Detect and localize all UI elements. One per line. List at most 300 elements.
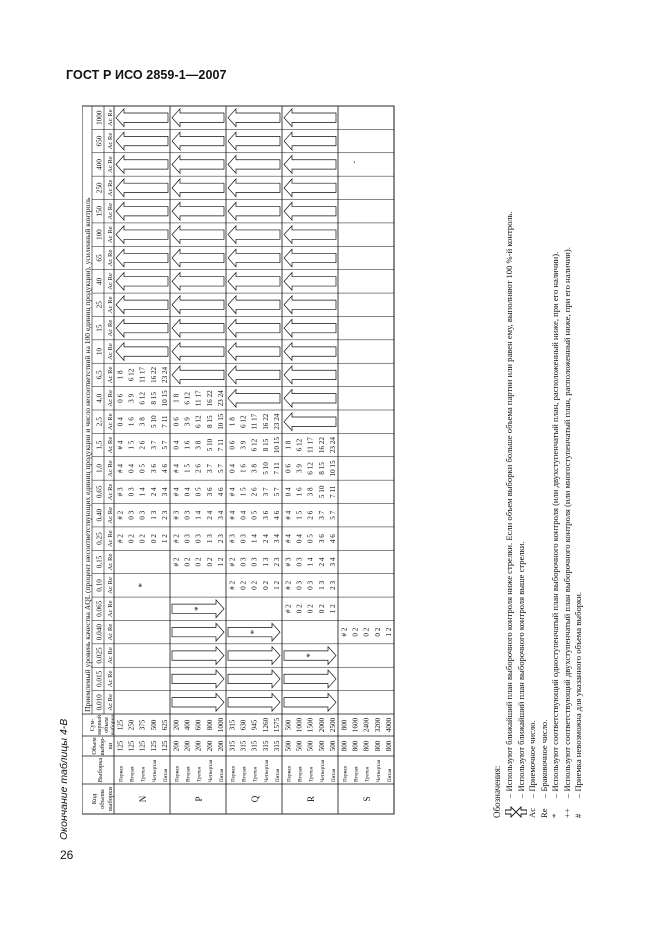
size-code: Q	[250, 795, 260, 803]
ac-re-label: Ac Re	[107, 389, 114, 407]
ac-re-value: 16 22	[261, 413, 270, 430]
arrow-up-icon	[228, 179, 280, 197]
aql-value: 2,5	[95, 417, 104, 427]
aql-value: 0,25	[95, 532, 104, 545]
ac-re-value: 0 3	[138, 510, 147, 520]
stage-name: Вторая	[185, 766, 192, 782]
arrow-up-icon	[172, 109, 224, 127]
cumulative-size: 125	[116, 719, 125, 731]
ac-re-value: 8 15	[317, 462, 326, 475]
ac-re-value: 0 6	[116, 393, 125, 403]
ac-re-value: 6 12	[250, 438, 259, 452]
arrow-down-icon	[284, 670, 336, 688]
ac-re-value: 2 6	[306, 510, 315, 520]
ac-re-value: 5 7	[273, 487, 282, 497]
legend-item	[573, 98, 584, 818]
ac-re-label: Ac Re	[107, 647, 114, 664]
cumulative-size: 630	[239, 719, 248, 731]
ac-re-value: 0 4	[295, 534, 304, 544]
ac-re-value: 1 4	[194, 510, 203, 520]
ac-re-value: 5 10	[205, 438, 214, 452]
arrow-up-icon	[172, 249, 224, 267]
aql-value: 10	[95, 347, 104, 356]
ac-re-value: 0 5	[306, 534, 315, 544]
arrow-up-icon	[172, 343, 224, 361]
cumulative-size: 625	[161, 719, 170, 731]
star-marker: *	[137, 583, 147, 588]
ac-re-value: # 3	[228, 534, 237, 544]
sample-size: 315	[261, 740, 270, 752]
cumulative-size: 2500	[329, 717, 338, 733]
ac-re-label: Ac Re	[107, 296, 114, 314]
ac-re-value: 1 8	[284, 440, 293, 450]
ac-re-value: 0 4	[116, 417, 125, 427]
arrow-down-icon	[172, 647, 224, 665]
ac-re-label: Ac Re	[107, 436, 114, 454]
ac-re-label: Ac Re	[107, 623, 114, 641]
ac-re-value: # 2	[228, 557, 237, 567]
ac-re-value: 11 17	[194, 390, 203, 407]
aql-value: 0,65	[95, 485, 104, 499]
arrow-up-icon	[116, 272, 168, 290]
ac-re-label: Ac Re	[107, 600, 114, 618]
cumulative-size: 3200	[373, 717, 382, 733]
ac-re-value: 0 6	[228, 440, 237, 450]
cumulative-size: 1260	[261, 717, 270, 733]
ac-re-value: 3 6	[205, 487, 214, 497]
arrow-up-icon	[172, 156, 224, 174]
stage-name: Четвертая	[263, 759, 270, 782]
arrow-down-icon	[172, 670, 224, 688]
legend-symbol: Re	[538, 808, 549, 818]
ac-re-value: 0 2	[317, 604, 326, 614]
sample-size: 315	[239, 740, 248, 752]
ac-re-value: 0 3	[295, 580, 304, 590]
aql-value: 25	[95, 301, 104, 309]
ac-re-value: 1 3	[149, 510, 158, 520]
ac-re-value: 0 4	[183, 487, 192, 497]
ac-re-value: 0 2	[362, 627, 371, 637]
arrow-up-icon	[116, 109, 168, 127]
arrow-up-icon	[116, 249, 168, 267]
ac-re-value: 2 4	[261, 534, 270, 544]
sampling-plan-table	[82, 98, 482, 818]
arrow-up-icon	[116, 319, 168, 337]
stage-name: Пятая	[163, 768, 170, 782]
legend-item	[504, 98, 516, 818]
header-cum: Сум-	[90, 718, 96, 732]
ac-re-value: 1 5	[295, 510, 304, 520]
aql-value: 400	[95, 159, 104, 170]
aql-value: 650	[95, 135, 104, 147]
ac-re-value: # 4	[172, 487, 181, 497]
ac-re-value: 1 5	[239, 487, 248, 497]
ac-re-value: 4 6	[161, 463, 170, 473]
stage-name: Первая	[286, 766, 293, 782]
ac-re-value: 3 4	[217, 510, 226, 520]
legend-text: – Приемка невозможна для указанного объема выборки.	[573, 592, 584, 798]
stage-name: Вторая	[129, 766, 136, 782]
cumulative-size: 2400	[362, 717, 371, 733]
aql-value: 0,010	[95, 694, 104, 711]
cumulative-size: 800	[340, 719, 349, 731]
stage-name: Третья	[364, 767, 371, 782]
ac-re-value: 11 17	[138, 366, 147, 383]
ac-re-value: # 4	[284, 510, 293, 520]
ac-re-value: 2 6	[250, 487, 259, 497]
ac-re-value: # 2	[116, 534, 125, 544]
ac-re-value: 1 8	[228, 417, 237, 427]
aql-value: 4,0	[95, 393, 104, 403]
ac-re-value: # 2	[116, 510, 125, 520]
ac-re-value: 5 7	[329, 510, 338, 520]
ac-re-value: 2 3	[161, 510, 170, 520]
ac-re-value: 5 7	[217, 463, 226, 473]
ac-re-value: 1 4	[306, 557, 315, 567]
ac-re-value: 3 4	[329, 557, 338, 567]
ac-re-value: 10 15	[329, 460, 338, 477]
stage-name: Пятая	[387, 768, 394, 782]
ac-re-value: 0 3	[306, 580, 315, 590]
stage-name: Третья	[140, 767, 147, 782]
ac-re-value: 0 4	[239, 510, 248, 520]
ac-re-value: 0 4	[172, 440, 181, 450]
ac-re-label: Ac Re	[107, 366, 114, 384]
cumulative-size: 250	[127, 719, 136, 731]
arrow-up-icon	[228, 132, 280, 150]
ac-re-label: Ac Re	[107, 132, 114, 150]
cumulative-size: 400	[183, 719, 192, 731]
ac-re-value: 5 10	[149, 415, 158, 428]
ac-re-value: 0 5	[250, 510, 259, 520]
arrow-up-icon	[172, 272, 224, 290]
ac-re-value: 3 7	[317, 510, 326, 520]
ac-re-value: 10 15	[161, 390, 170, 407]
ac-re-value: 23 24	[329, 436, 338, 454]
ac-re-value: 2 3	[273, 557, 282, 567]
ac-re-value: 0 3	[250, 557, 259, 567]
ac-re-value: 3 6	[149, 463, 158, 473]
ac-re-value: 3 9	[127, 393, 136, 403]
ac-re-value: # 2	[284, 604, 293, 614]
ac-re-value: 0 2	[295, 604, 304, 614]
cumulative-size: 1000	[295, 717, 304, 733]
arrow-up-icon	[228, 343, 280, 361]
ac-re-label: Ac Re	[107, 249, 114, 267]
ac-re-value: # 4	[172, 463, 181, 473]
sample-size: 315	[228, 740, 237, 752]
ac-re-value: 5 10	[317, 485, 326, 499]
stage-name: Пятая	[219, 768, 226, 782]
arrow-up-icon	[284, 366, 336, 384]
aql-value: 0,10	[95, 579, 104, 592]
aql-value: 40	[95, 277, 104, 285]
ac-re-value: 1 5	[183, 463, 192, 473]
arrow-up-icon	[116, 179, 168, 197]
ac-re-value: 6 12	[306, 462, 315, 475]
aql-value: 150	[95, 205, 104, 217]
ac-re-value: 0 2	[127, 534, 136, 544]
ac-re-label: Ac Re	[107, 109, 114, 127]
ac-re-value: 3 9	[183, 417, 192, 427]
ac-re-value: 1 4	[138, 487, 147, 497]
header-code: Код	[91, 793, 98, 805]
ac-re-label: Ac Re	[107, 553, 114, 571]
ac-re-value: 0 2	[194, 557, 203, 567]
ac-re-value: 5 7	[161, 440, 170, 450]
arrow-up-icon	[284, 272, 336, 290]
sample-size: 200	[217, 740, 226, 752]
arrow-down-icon	[228, 647, 280, 665]
ac-re-value: 0 3	[295, 557, 304, 567]
stage-name: Первая	[230, 766, 237, 782]
stage-name: Вторая	[353, 766, 360, 782]
aql-value: 15	[95, 324, 104, 332]
ac-re-label: Ac Re	[107, 202, 114, 220]
sample-size: 125	[116, 740, 125, 752]
arrow-down-icon	[284, 693, 336, 711]
ac-re-value: 0 2	[183, 557, 192, 567]
ac-re-value: 3 8	[138, 417, 147, 427]
ac-re-label: Ac Re	[107, 179, 114, 197]
aql-value: 1,5	[95, 440, 104, 450]
stage-name: Первая	[118, 766, 125, 782]
legend-item	[539, 98, 550, 818]
ac-re-value: 6 12	[138, 392, 147, 405]
ac-re-label: Ac Re	[107, 506, 114, 524]
cumulative-size: 375	[138, 719, 147, 731]
ac-re-value: 7 11	[217, 438, 226, 452]
star-marker: *	[305, 653, 315, 658]
cumulative-size: 800	[205, 719, 214, 731]
ac-re-value: 3 8	[250, 463, 259, 473]
size-code: P	[194, 796, 204, 802]
aql-value: 1000	[95, 110, 104, 125]
doc-header: ГОСТ Р ИСО 2859-1—2007	[66, 68, 227, 82]
ac-re-value: # 2	[340, 627, 349, 637]
arrow-up-icon	[284, 343, 336, 361]
ac-re-value: 0 3	[239, 534, 248, 544]
ac-re-label: Ac Re	[107, 156, 114, 173]
ac-re-value: 3 4	[161, 487, 170, 497]
ac-re-value: 7 11	[273, 462, 282, 475]
header-code-2: объема	[99, 789, 106, 809]
sample-size: 200	[205, 740, 214, 752]
arrow-up-icon	[284, 226, 336, 244]
arrow-down-icon	[228, 693, 280, 711]
ac-re-value: 1 6	[183, 440, 192, 450]
header-cum-3: объем	[104, 717, 110, 733]
ac-re-value: 16 22	[317, 436, 326, 454]
aql-super-header: Приемлемый уровень качества AQL (процент несоответствующих единиц продукции и число несоответствий на 100 единиц продукции), усиленный контроль	[83, 197, 92, 712]
ac-re-label: Ac Re	[107, 413, 114, 431]
arrow-up-icon	[172, 319, 224, 337]
rotated-table-page	[82, 98, 584, 818]
ac-re-label: Ac Re	[107, 530, 114, 547]
header-size: Объем	[91, 737, 98, 755]
ac-re-label: Ac Re	[107, 693, 114, 711]
stage-name: Четвертая	[151, 759, 158, 782]
header-code-3: выборки	[107, 787, 114, 811]
ac-re-value: 6 12	[127, 368, 136, 382]
stage-name: Первая	[174, 766, 181, 782]
ac-re-value: 6 12	[194, 415, 203, 428]
ac-re-value: 8 15	[205, 415, 214, 428]
ac-re-value: 1 6	[295, 487, 304, 497]
arrow-up-icon	[116, 202, 168, 220]
aql-value: 6,5	[95, 370, 104, 380]
ac-re-value: 23 24	[273, 413, 282, 430]
cumulative-size: 1500	[306, 717, 315, 733]
legend-text: – Используют соответствующий двухступенчатый план выборочного контроля (или многоступенчатый план, расположенный ниже, при его наличии).	[561, 247, 572, 798]
cumulative-size: 200	[172, 719, 181, 731]
ac-re-value: 1 2	[385, 627, 394, 637]
aql-value: 0,065	[95, 600, 104, 617]
ac-re-value: 2 4	[205, 510, 214, 520]
sample-size: 800	[351, 740, 360, 752]
stage-name: Четвертая	[319, 759, 326, 782]
cumulative-size: 945	[250, 719, 259, 731]
arrow-up-icon	[284, 179, 336, 197]
ac-re-value: 0 5	[138, 463, 147, 473]
arrow-up-icon	[228, 272, 280, 290]
arrow-up-icon	[228, 296, 280, 314]
aql-value: 0,15	[95, 555, 104, 569]
aql-value: 0,015	[95, 670, 104, 688]
arrow-up-icon	[228, 156, 280, 174]
ac-re-value: 11 17	[250, 413, 259, 430]
ac-re-value: 0 2	[149, 534, 158, 544]
legend-title: Обозначения:	[492, 765, 502, 818]
legend-item	[516, 98, 528, 818]
ac-re-value: 0 2	[351, 627, 360, 637]
ac-re-value: 0 4	[127, 463, 136, 473]
ac-re-value: 0 4	[284, 487, 293, 497]
ac-re-value: 1 6	[239, 463, 248, 473]
legend	[492, 98, 585, 818]
ac-re-value: 0 2	[373, 627, 382, 637]
arrow-up-icon	[228, 202, 280, 220]
arrow-up-icon	[284, 249, 336, 267]
aql-value: 1,0	[95, 463, 104, 473]
ac-re-value: 0 2	[261, 580, 270, 590]
stage-name: Третья	[196, 767, 203, 782]
ac-re-value: # 2	[284, 580, 293, 590]
ac-re-value: 1 8	[116, 370, 125, 380]
arrow-up-icon	[228, 319, 280, 337]
ac-re-value: # 4	[228, 487, 237, 497]
sample-size: 315	[250, 740, 259, 752]
ac-re-value: 0 3	[127, 487, 136, 497]
ac-re-value: 1 3	[317, 580, 326, 590]
arrow-up-icon	[228, 109, 280, 127]
stage-name: Третья	[252, 767, 259, 782]
arrow-down-icon	[504, 798, 516, 818]
size-code: N	[138, 795, 148, 803]
ac-re-value: 8 15	[261, 438, 270, 452]
stage-name: Четвертая	[207, 759, 214, 782]
arrow-up-icon	[228, 366, 280, 384]
ac-re-value: 8 15	[149, 392, 158, 405]
sample-size: 125	[127, 740, 136, 752]
legend-symbol: *	[550, 813, 561, 818]
ac-re-value: 3 9	[239, 440, 248, 450]
cumulative-size: 2000	[317, 717, 326, 733]
legend-symbol: ++	[561, 808, 572, 818]
ac-re-value: 0 2	[239, 580, 248, 590]
header-size-3: ки	[107, 742, 114, 750]
legend-item	[562, 98, 573, 818]
ac-re-value: # 2	[172, 534, 181, 544]
stage-name: Вторая	[297, 766, 304, 782]
ac-re-value: 3 4	[273, 534, 282, 544]
ac-re-value: 1 4	[250, 534, 259, 544]
ac-re-value: 3 8	[306, 487, 315, 497]
arrow-down-icon	[228, 670, 280, 688]
arrow-up-icon	[284, 109, 336, 127]
sample-size: 315	[273, 740, 282, 752]
ac-re-value: 23 24	[217, 390, 226, 407]
arrow-up-icon	[116, 132, 168, 150]
arrow-up-icon	[116, 156, 168, 174]
ac-re-value: # 3	[172, 510, 181, 520]
cumulative-size: 315	[228, 719, 237, 731]
cumulative-size: 4000	[385, 717, 394, 733]
ac-re-value: 2 3	[329, 580, 338, 590]
arrow-up-icon	[228, 226, 280, 244]
ac-re-value: 0 3	[239, 557, 248, 567]
ac-re-value: 5 10	[261, 462, 270, 475]
cumulative-size: 1575	[273, 717, 282, 733]
arrow-up-icon	[228, 389, 280, 407]
arrow-up-icon	[228, 249, 280, 267]
ac-re-value: 10 15	[273, 436, 282, 454]
stage-name: Третья	[308, 767, 315, 782]
ac-re-label: Ac Re	[107, 460, 114, 477]
ac-re-value: 6 12	[295, 438, 304, 452]
arrow-up-icon	[284, 413, 336, 431]
arrow-up-icon	[172, 296, 224, 314]
table-title: Окончание таблицы 4-В	[58, 718, 70, 840]
page-number: 26	[60, 848, 74, 862]
size-code: R	[306, 795, 316, 803]
sample-size: 500	[284, 740, 293, 752]
cumulative-size: 500	[149, 719, 158, 731]
ac-re-value: 3 9	[295, 463, 304, 473]
aql-value: 0,025	[95, 647, 104, 664]
ac-re-label: Ac Re	[107, 343, 114, 360]
ac-re-value: 1 2	[161, 534, 170, 544]
ac-re-value: 2 4	[149, 487, 158, 497]
ac-re-value: 0 5	[194, 487, 203, 497]
arrow-up-icon	[172, 366, 224, 384]
stage-name: Четвертая	[375, 759, 382, 782]
ac-re-value: 0 6	[284, 463, 293, 473]
arrow-up-icon	[172, 132, 224, 150]
legend-item	[527, 98, 538, 818]
ac-re-value: 3 6	[317, 534, 326, 544]
legend-text: – Используют ближайший план выборочного контроля ниже стрелки. Если объем выборки больше объема партии или равен ему, выполняют 100 %-й контроль.	[504, 211, 515, 798]
ac-re-value: # 2	[228, 580, 237, 590]
stage-name: Первая	[342, 766, 349, 782]
ac-re-value: 0 2	[138, 534, 147, 544]
arrow-up-icon	[116, 226, 168, 244]
legend-symbol: Ac	[527, 807, 538, 818]
ac-re-value: # 2	[172, 557, 181, 567]
arrow-up-icon	[284, 156, 336, 174]
ac-re-value: 3 7	[261, 487, 270, 497]
aql-value: 0,40	[95, 508, 104, 522]
